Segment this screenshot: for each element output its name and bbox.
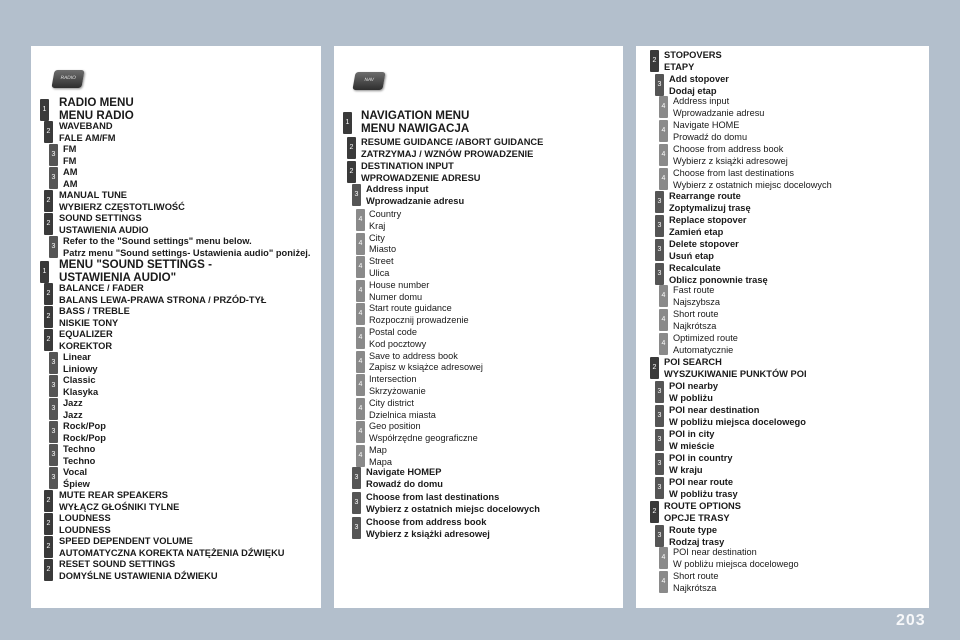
level-badge: 4	[659, 571, 668, 593]
menu-item-label	[63, 236, 310, 260]
level-badge: 4	[356, 280, 365, 302]
label-english: Choose from last destinations	[673, 168, 795, 178]
level-badge: 2	[44, 513, 53, 535]
label-polish: Rozpocznij prowadzenie	[369, 315, 469, 326]
label-polish: MENU NAWIGACJA	[361, 121, 470, 135]
level-badge: 2	[44, 190, 53, 212]
level-badge: 2	[44, 490, 53, 512]
level-badge: 3	[49, 144, 58, 166]
label-polish: Rock/Pop	[63, 432, 106, 443]
label-english: POI near destination	[669, 405, 760, 415]
menu-item-label	[664, 501, 741, 525]
level-badge: 3	[655, 263, 664, 285]
nav-mode-icon: NAV	[352, 72, 385, 90]
label-english: DESTINATION INPUT	[361, 161, 454, 171]
level-badge: 4	[659, 120, 668, 142]
level-badge: 2	[44, 283, 53, 305]
label-english: MENU "SOUND SETTINGS -	[59, 258, 213, 271]
level-badge: 4	[356, 351, 365, 373]
label-polish: LOUDNESS	[59, 524, 111, 535]
label-polish: WPROWADZENIE ADRESU	[361, 172, 481, 183]
menu-item-label	[669, 381, 718, 405]
menu-item-label	[59, 536, 285, 560]
label-polish: NISKIE TONY	[59, 317, 119, 328]
menu-item-label	[59, 329, 113, 353]
level-badge: 3	[655, 215, 664, 237]
menu-item-label	[369, 421, 478, 445]
label-english: Address input	[366, 184, 429, 194]
label-polish: KOREKTOR	[59, 340, 113, 351]
menu-item-label	[63, 352, 98, 376]
menu-item-label	[669, 405, 806, 429]
label-polish: DOMYŚLNE USTAWIENIA DŹWIEKU	[59, 570, 218, 581]
menu-item-label	[63, 467, 90, 491]
menu-panel-navigation-continued	[636, 46, 929, 608]
menu-item-label	[669, 453, 733, 477]
level-badge: 3	[655, 477, 664, 499]
level-badge: 4	[356, 445, 365, 467]
label-polish: Klasyka	[63, 386, 99, 397]
label-polish: USTAWIENIA AUDIO	[59, 224, 149, 235]
level-badge: 2	[44, 536, 53, 558]
level-badge: 3	[49, 375, 58, 397]
level-badge: 2	[44, 329, 53, 351]
label-polish: Najkrótsza	[673, 582, 717, 593]
label-english: Jazz	[63, 398, 83, 408]
level-badge: 2	[650, 501, 659, 523]
label-english: NAVIGATION MENU	[361, 109, 470, 122]
menu-item-label	[59, 190, 185, 214]
label-english: POI near destination	[673, 547, 757, 557]
level-badge: 4	[356, 421, 365, 443]
level-badge: 3	[655, 381, 664, 403]
label-english: LOUDNESS	[59, 513, 111, 523]
label-english: Refer to the "Sound settings" menu below.	[63, 236, 252, 246]
label-english: Address input	[673, 96, 730, 106]
level-badge: 2	[650, 357, 659, 379]
label-polish: Wybierz z książki adresowej	[673, 155, 788, 166]
menu-item-label	[366, 184, 464, 208]
level-badge: 3	[49, 236, 58, 258]
label-english: Fast route	[673, 285, 715, 295]
menu-item-label	[59, 259, 212, 284]
label-english: Optimized route	[673, 333, 738, 343]
menu-item-label	[673, 96, 764, 120]
level-badge: 4	[356, 209, 365, 231]
menu-item-label	[673, 285, 720, 309]
label-polish: W pobliżu miejsca docelowego	[673, 558, 799, 569]
label-english: FM	[63, 144, 77, 154]
label-english: Delete stopover	[669, 239, 739, 249]
label-english: Replace stopover	[669, 215, 747, 225]
label-english: Choose from address book	[673, 144, 784, 154]
menu-item-label	[366, 517, 490, 541]
label-polish: Najkrótsza	[673, 320, 717, 331]
radio-mode-icon: RADIO	[51, 70, 84, 88]
menu-item-label	[59, 283, 266, 307]
label-polish: ZATRZYMAJ / WZNÓW PROWADZENIE	[361, 148, 534, 159]
label-polish: Miasto	[369, 244, 397, 255]
label-polish: Oblicz ponownie trasę	[669, 274, 768, 285]
menu-item-label	[369, 398, 436, 422]
menu-item-label	[361, 137, 543, 161]
level-badge: 3	[655, 525, 664, 547]
level-badge: 3	[49, 167, 58, 189]
menu-item-label	[369, 327, 426, 351]
menu-item-label	[369, 209, 401, 233]
level-badge: 1	[343, 112, 352, 134]
label-polish: Techno	[63, 455, 96, 466]
label-english: BALANCE / FADER	[59, 283, 144, 293]
menu-item-label	[673, 333, 738, 357]
menu-item-label	[369, 280, 429, 304]
label-polish: Prowadź do domu	[673, 131, 748, 142]
level-badge: 2	[44, 559, 53, 581]
label-polish: Wprowadzanie adresu	[366, 195, 465, 206]
label-english: Postal code	[369, 327, 418, 337]
label-english: City	[369, 232, 385, 243]
label-polish: Dodaj etap	[669, 85, 717, 96]
menu-item-label	[366, 492, 540, 516]
label-english: Save to address book	[369, 350, 458, 361]
label-english: Vocal	[63, 467, 88, 477]
menu-item-label	[669, 477, 738, 501]
menu-item-label	[369, 374, 426, 398]
level-badge: 3	[49, 421, 58, 443]
label-polish: USTAWIENIA AUDIO"	[59, 270, 177, 284]
level-badge: 2	[347, 161, 356, 183]
label-english: Geo position	[369, 421, 421, 432]
menu-item-label	[673, 571, 718, 595]
label-polish: W pobliżu	[669, 392, 713, 403]
label-polish: MENU RADIO	[59, 108, 134, 122]
level-badge: 4	[659, 547, 668, 569]
label-polish: W mieście	[669, 440, 715, 451]
label-polish: Liniowy	[63, 363, 98, 374]
label-english: Short route	[673, 309, 719, 319]
page-number: 203	[896, 612, 926, 629]
menu-item-label	[361, 110, 469, 135]
label-english: BASS / TREBLE	[59, 306, 130, 316]
menu-item-label	[369, 256, 394, 280]
menu-item-label	[673, 120, 747, 144]
label-english: City district	[369, 397, 414, 408]
level-badge: 3	[655, 405, 664, 427]
menu-item-label	[673, 144, 788, 168]
level-badge: 3	[352, 492, 361, 514]
level-badge: 4	[659, 309, 668, 331]
label-polish: FALE AM/FM	[59, 132, 116, 143]
menu-item-label	[669, 525, 724, 549]
label-polish: Kraj	[369, 220, 386, 231]
label-english: House number	[369, 279, 430, 290]
label-english: Start route guidance	[369, 303, 452, 314]
label-polish: W kraju	[669, 464, 703, 475]
menu-item-label	[59, 97, 134, 122]
level-badge: 3	[655, 74, 664, 96]
label-english: SPEED DEPENDENT VOLUME	[59, 536, 193, 546]
label-english: Classic	[63, 375, 96, 385]
label-english: RESET SOUND SETTINGS	[59, 559, 176, 569]
level-badge: 3	[655, 239, 664, 261]
level-badge: 2	[44, 121, 53, 143]
label-english: POI in country	[669, 453, 733, 463]
label-polish: Automatycznie	[673, 344, 734, 355]
label-english: RADIO MENU	[59, 96, 134, 109]
label-english: POI SEARCH	[664, 357, 722, 367]
label-polish: OPCJE TRASY	[664, 512, 730, 523]
menu-item-label	[63, 144, 76, 168]
label-polish: Patrz menu "Sound settings- Ustawienia audio" poniżej.	[63, 247, 311, 258]
level-badge: 1	[40, 261, 49, 283]
label-polish: Wprowadzanie adresu	[673, 107, 765, 118]
label-polish: WYBIERZ CZĘSTOTLIWOŚĆ	[59, 201, 185, 212]
label-polish: Najszybsza	[673, 296, 720, 307]
level-badge: 3	[49, 352, 58, 374]
label-english: Add stopover	[669, 74, 729, 84]
level-badge: 3	[49, 398, 58, 420]
label-polish: AM	[63, 178, 78, 189]
menu-item-label	[59, 121, 115, 145]
label-polish: Zamień etap	[669, 226, 724, 237]
level-badge: 3	[49, 467, 58, 489]
menu-item-label	[664, 50, 722, 74]
menu-item-label	[669, 263, 768, 287]
menu-item-label	[361, 161, 480, 185]
level-badge: 4	[356, 303, 365, 325]
menu-item-label	[669, 74, 729, 98]
level-badge: 4	[356, 398, 365, 420]
label-polish: W pobliżu miejsca docelowego	[669, 416, 806, 427]
menu-item-label	[59, 490, 179, 514]
menu-item-label	[59, 306, 130, 330]
level-badge: 4	[659, 333, 668, 355]
label-english: Techno	[63, 444, 96, 454]
label-polish: W pobliżu trasy	[669, 488, 738, 499]
label-polish: Wybierz z ostatnich miejsc docelowych	[366, 503, 540, 514]
menu-item-label	[59, 513, 111, 537]
label-english: Short route	[673, 571, 719, 581]
menu-item-label	[63, 167, 77, 191]
menu-item-label	[366, 467, 443, 491]
menu-item-label	[63, 444, 95, 468]
label-polish: Wybierz z ostatnich miejsc docelowych	[673, 179, 832, 190]
menu-item-label	[669, 239, 739, 263]
label-polish: BALANS LEWA-PRAWA STRONA / PRZÓD-TYŁ	[59, 294, 267, 305]
menu-item-label	[369, 233, 396, 257]
label-polish: Ulica	[369, 267, 390, 278]
label-english: SOUND SETTINGS	[59, 213, 142, 223]
label-polish: Zapisz w książce adresowej	[369, 362, 483, 373]
menu-item-label	[669, 215, 747, 239]
level-badge: 3	[655, 429, 664, 451]
label-polish: ETAPY	[664, 61, 695, 72]
level-badge: 3	[49, 444, 58, 466]
label-polish: Jazz	[63, 409, 83, 420]
level-badge: 2	[44, 306, 53, 328]
label-english: STOPOVERS	[664, 50, 722, 60]
label-polish: Rodzaj trasy	[669, 536, 725, 547]
label-polish: Śpiew	[63, 478, 90, 489]
label-english: Choose from last destinations	[366, 492, 500, 502]
label-english: Linear	[63, 352, 91, 362]
label-polish: Zoptymalizuj trasę	[669, 202, 751, 213]
label-polish: Dzielnica miasta	[369, 409, 436, 420]
level-badge: 3	[352, 517, 361, 539]
label-polish: Skrzyżowanie	[369, 385, 426, 396]
label-polish: WYŁĄCZ GŁOŚNIKI TYLNE	[59, 501, 180, 512]
label-english: Route type	[669, 525, 718, 535]
level-badge: 3	[655, 453, 664, 475]
label-english: EQUALIZER	[59, 329, 113, 339]
menu-item-label	[63, 398, 83, 422]
label-polish: Kod pocztowy	[369, 338, 427, 349]
label-polish: Współrzędne geograficzne	[369, 433, 478, 444]
menu-item-label	[369, 445, 392, 469]
level-badge: 2	[347, 137, 356, 159]
label-polish: WYSZUKIWANIE PUNKTÓW POI	[664, 368, 807, 379]
label-polish: FM	[63, 155, 77, 166]
label-polish: Usuń etap	[669, 250, 714, 261]
menu-panel-radio-audio	[31, 46, 321, 608]
label-english: Street	[369, 256, 394, 267]
menu-item-label	[63, 375, 98, 399]
menu-item-label	[63, 421, 106, 445]
label-polish: Wybierz z książki adresowej	[366, 528, 490, 539]
label-english: Rearrange route	[669, 191, 741, 201]
level-badge: 3	[352, 467, 361, 489]
label-english: MANUAL TUNE	[59, 190, 128, 200]
label-english: Recalculate	[669, 263, 721, 273]
label-polish: AUTOMATYCZNA KOREKTA NATĘŻENIA DŹWIĘKU	[59, 547, 285, 558]
level-badge: 2	[44, 213, 53, 235]
menu-item-label	[369, 303, 469, 327]
menu-item-label	[59, 213, 149, 237]
label-english: POI nearby	[669, 381, 719, 391]
menu-item-label	[669, 191, 751, 215]
label-english: RESUME GUIDANCE /ABORT GUIDANCE	[361, 137, 544, 147]
label-english: Intersection	[369, 374, 417, 385]
label-english: Country	[369, 209, 402, 219]
label-english: POI in city	[669, 429, 715, 439]
menu-item-label	[673, 309, 718, 333]
menu-item-label	[669, 429, 714, 453]
label-english: Navigate HOMEP	[366, 467, 442, 477]
label-english: Rock/Pop	[63, 421, 106, 431]
menu-item-label	[664, 357, 807, 381]
level-badge: 4	[356, 374, 365, 396]
level-badge: 4	[659, 285, 668, 307]
menu-panel-navigation	[334, 46, 623, 608]
menu-item-label	[673, 168, 832, 192]
level-badge: 1	[40, 99, 49, 121]
menu-item-label	[59, 559, 218, 583]
level-badge: 4	[659, 144, 668, 166]
level-badge: 4	[659, 168, 668, 190]
label-english: WAVEBAND	[59, 121, 113, 131]
label-english: Map	[369, 445, 387, 455]
label-english: MUTE REAR SPEAKERS	[59, 490, 168, 500]
level-badge: 2	[650, 50, 659, 72]
label-polish: Mapa	[369, 456, 392, 467]
level-badge: 4	[356, 233, 365, 255]
level-badge: 4	[356, 327, 365, 349]
level-badge: 4	[659, 96, 668, 118]
level-badge: 4	[356, 256, 365, 278]
label-polish: Rowadź do domu	[366, 478, 443, 489]
menu-item-label	[369, 351, 483, 375]
label-english: Navigate HOME	[673, 120, 740, 130]
label-english: AM	[63, 167, 78, 177]
level-badge: 3	[655, 191, 664, 213]
label-english: Choose from address book	[366, 517, 487, 527]
menu-item-label	[673, 547, 799, 571]
level-badge: 3	[352, 184, 361, 206]
label-english: ROUTE OPTIONS	[664, 501, 741, 511]
label-polish: Numer domu	[369, 291, 423, 302]
label-english: POI near route	[669, 477, 734, 487]
